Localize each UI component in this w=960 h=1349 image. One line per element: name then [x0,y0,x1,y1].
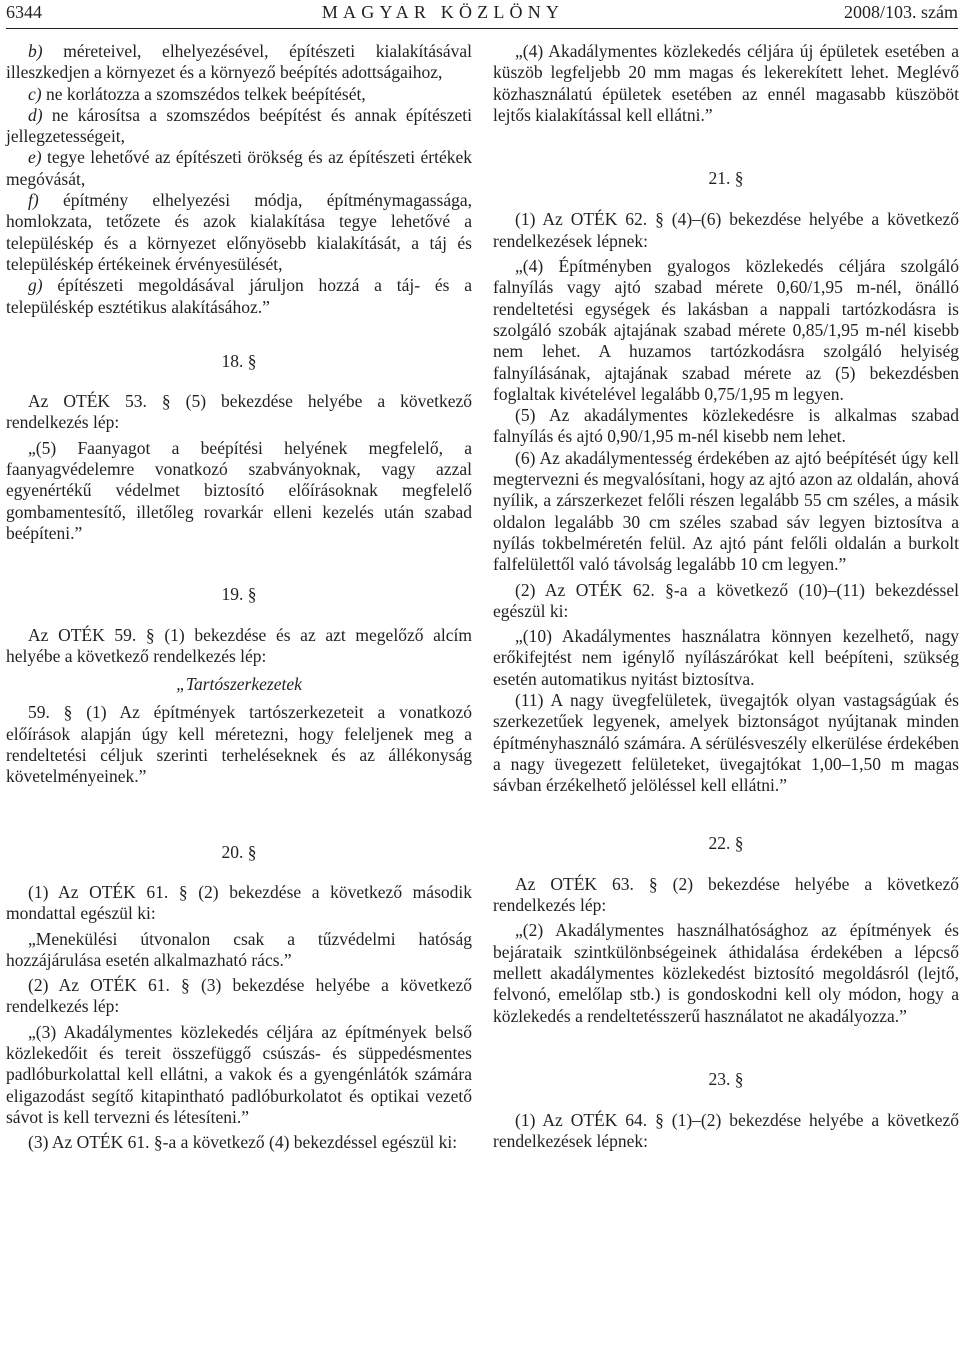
section-21-quote-10: „(10) Akadálymentes használatra könnyen kezelhető, nagy erőkifejtést nem igénylő nyílászárókat kell beépíteni, szükség esetén automatikus nyitást biztosítva. [493,626,959,689]
section-20-para-3: (3) Az OTÉK 61. §-a a következő (4) bekezdéssel egészül ki: [28,1132,458,1153]
issue-number: 2008/103. szám [844,2,958,22]
item-c: c) ne korlátozza a szomszédos telkek beépítését, [28,83,366,104]
section-18-intro: Az OTÉK 53. § (5) bekezdése helyébe a következő rendelkezés lép: [6,391,472,433]
section-21-quote-5: (5) Az akadálymentes közlekedésre is alkalmas szabad falnyílás és ajtó 0,90/1,95 m-nél kisebb nem lehet. [493,405,959,447]
section-heading-19: 19. § [221,584,257,605]
header-rule [6,28,958,29]
section-heading-20: 20. § [221,841,257,862]
section-19-quote: 59. § (1) Az építmények tartószerkezeteit a vonatkozó előírások alapján úgy kell méretezni, hogy feleljenek meg a rendeltetési céljuk szerinti terheléseknek és az állékonyság követelményeinek.” [6,702,472,787]
right-top-quote: „(4) Akadálymentes közlekedés céljára új épületek esetében a küszöb legfeljebb 20 mm magas és lekerekített lehet. Meglévő közhasználatú épületek esetében az ennél magasabb küszöböt lejtős kialakítással kell ellátni.” [493,41,959,125]
section-heading-22: 22. § [708,832,744,853]
section-20-para-1: (1) Az OTÉK 61. § (2) bekezdése a következő második mondattal egészül ki: [6,881,472,924]
section-23-para-1: (1) Az OTÉK 64. § (1)–(2) bekezdése helyébe a következő rendelkezések lépnek: [493,1110,959,1152]
item-d: d) ne károsítsa a szomszédos beépítést és annak építészeti jellegzetességeit, [6,104,472,147]
section-19-subtitle: „Tartószerkezetek [176,674,302,695]
right-column [493,41,959,1153]
section-21-para-1: (1) Az OTÉK 62. § (4)–(6) bekezdése helyébe a következő rendelkezések lépnek: [493,209,959,251]
page-header [6,0,958,30]
journal-title: MAGYAR KÖZLÖNY [321,2,565,22]
section-20-quote-1: „Menekülési útvonalon csak a tűzvédelmi hatóság hozzájárulása esetén alkalmazható rács.” [6,928,472,970]
section-22-intro: Az OTÉK 63. § (2) bekezdése helyébe a következő rendelkezés lép: [493,873,959,916]
section-20-para-2: (2) Az OTÉK 61. § (3) bekezdése helyébe a következő rendelkezés lép: [6,975,472,1017]
section-18-quote: „(5) Faanyagot a beépítési helyének megfelelő, a faanyagvédelemre vonatkozó szabványoknak, vagy azzal egyenértékű védelmet biztosító előírásoknak megfelelő gombamentesítő, illetőleg rovarkár elleni kezelés után szabad beépíteni.” [6,437,472,543]
section-22-quote: „(2) Akadálymentes használhatósághoz az építmények és bejárataik szintkülönbségeinek áthidalása érdekében a lépcső mellett akadálymentes közlekedést biztosító megoldásról (lejtő, felvonó, emelőlap stb.) is gondoskodni kell oly módon, hogy a közlekedés a rendeltetésszerű használatot ne akadályozza.” [493,920,959,1026]
item-e: e) tegye lehetővé az építészeti örökség és az építészeti értékek megóvását, [6,147,472,189]
section-21-quote-4: „(4) Építményben gyalogos közlekedés céljára szolgáló falnyílás vagy ajtó szabad mérete 0,60/1,95 m-nél, önálló rendeltetési egységek és lakásban a nappali tartózkodásra is szolgáló szobák ajtajának szabad mérete 0,85/1,95 m-nél kisebb nem lehet. A huzamos tartózkodásra szolgáló helyiség falnyílásának, ajtajának szabad mérete az (5) bekezdésben foglaltak kivételével legalább 0,75/1,95 m legyen. [493,256,959,404]
section-21-quote-6: (6) Az akadálymentesség érdekében az ajtó beépítését úgy kell megtervezni és megvalósítani, hogy az ajtó azon az oldalán, ahová nyílik, a zárszerkezet felőli részen legalább 55 cm széles, a másik oldalon legalább 30 cm széles szabad sáv legyen biztosítva a nyílás tokbelméretén felül. Az ajtó pánt felőli oldalán a burkolt falfelülettől való távolság legalább 10 cm legyen.” [493,447,959,575]
section-heading-18: 18. § [221,350,257,371]
section-heading-23: 23. § [708,1068,744,1089]
section-heading-21: 21. § [708,168,744,189]
section-21-quote-11: (11) A nagy üvegfelületek, üvegajtók olyan vastagságúak és szerkezetűek legyenek, amelyek biztonságot nyújtanak minden építményhasználó számára. A sérülésveszély elkerülése érdekében a nagy üvegezett felületeket, üvegajtókat 1,00–1,50 m magas sávban érzékelhető jelöléssel kell ellátni.” [493,690,959,796]
left-column [6,41,472,1153]
item-b: b) méreteivel, elhelyezésével, építészeti kialakításával illeszkedjen a környezet és a környező beépítés adottságaihoz, [6,41,472,83]
item-f: f) építmény elhelyezési módja, építménymagassága, homlokzata, tetőzete és azok kialakítása tegye lehetővé a településkép és a környezet előnyösebb kialakítását, a táj és településkép értékeinek érvényesülését, [6,190,472,274]
section-19-intro: Az OTÉK 59. § (1) bekezdése és az azt megelőző alcím helyébe a következő rendelkezés lép: [6,624,472,666]
item-g: g) építészeti megoldásával járuljon hozzá a táj- és a településkép esztétikus alakításához.” [6,275,472,317]
page-number: 6344 [6,2,42,22]
section-20-quote-2: „(3) Akadálymentes közlekedés céljára az építmények belső közlekedőit és tereit összefüggő csúszás- és süppedésmentes padlóburkolattal kell ellátni, a vakok és a gyengénlátók számára eligazodást segítő kitapintható padlóburkolatot és optikai vezető sávot is kell tervezni és létesíteni.” [6,1021,472,1127]
section-21-para-2: (2) Az OTÉK 62. §-a a következő (10)–(11) bekezdéssel egészül ki: [493,579,959,621]
